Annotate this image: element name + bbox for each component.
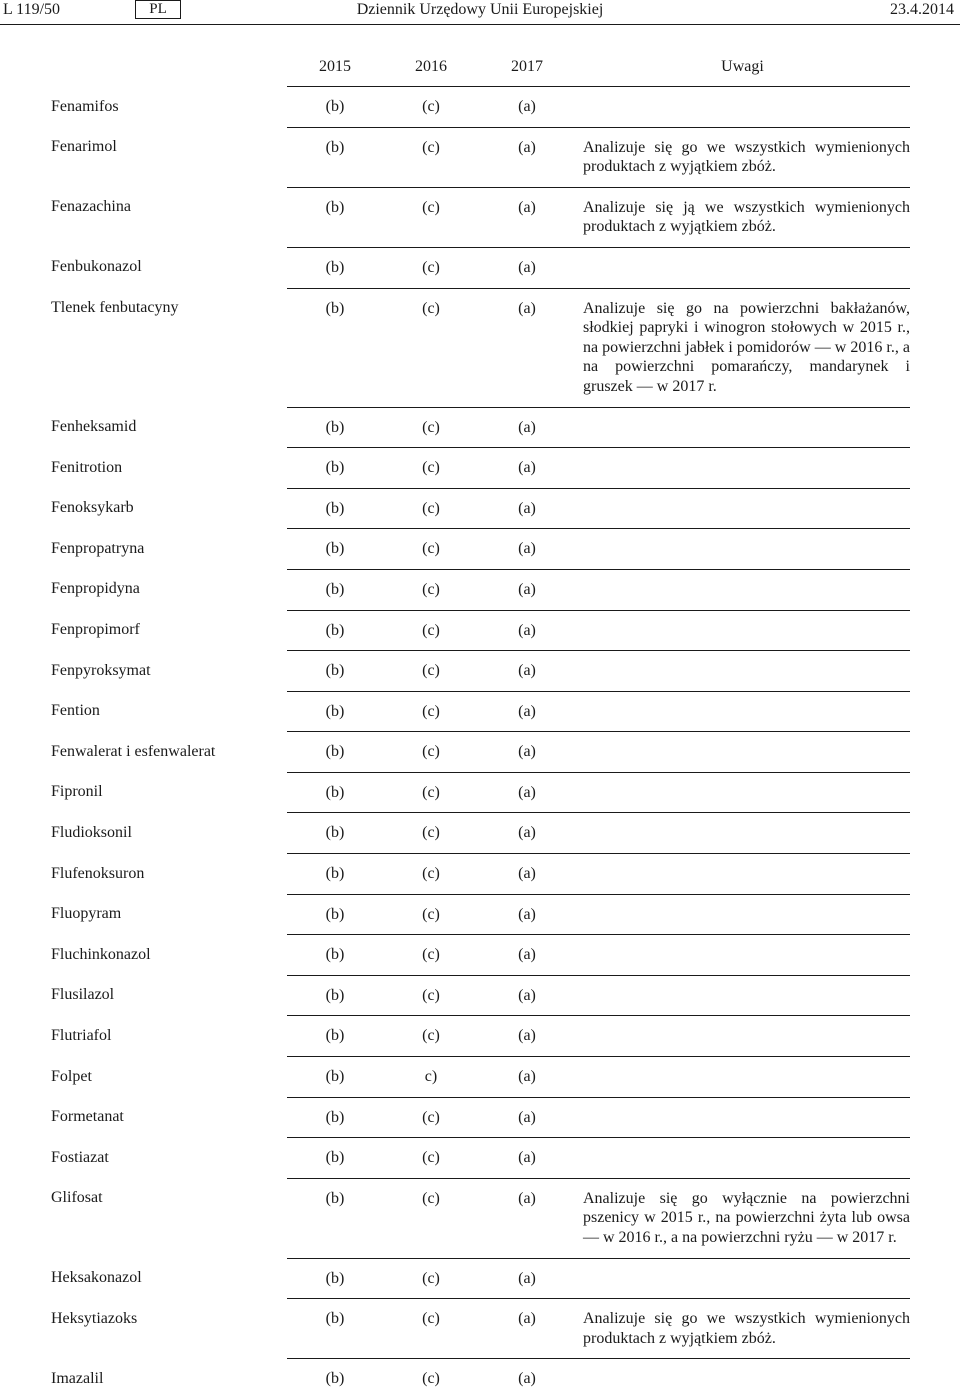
value-2015: (b) [287,1097,383,1138]
value-2016: (c) [383,488,479,529]
page-reference: L 119/50 [3,1,61,18]
value-2016: (c) [383,187,479,247]
value-2016: (c) [383,1097,479,1138]
table-row [42,772,910,813]
notes-cell [575,87,910,128]
value-2017: (a) [479,187,575,247]
value-2016: (c) [383,772,479,813]
value-2015: (b) [287,569,383,610]
value-2017: (a) [479,935,575,976]
value-2015: (b) [287,87,383,128]
substance-name: Flusilazol [51,986,115,1004]
value-2016: (c) [383,1016,479,1057]
notes-cell [575,935,910,976]
substance-name: Heksytiazoks [51,1309,138,1327]
substance-name: Fenitrotion [51,458,123,476]
value-2017: (a) [479,691,575,732]
substance-name: Glifosat [51,1189,103,1207]
value-2017: (a) [479,813,575,854]
table-header-row [42,48,910,87]
value-2015: (b) [287,813,383,854]
substances-table [42,48,910,1399]
substance-name: Fenpropidyna [51,580,140,598]
notes-cell [575,448,910,489]
table-row [42,87,910,128]
value-2016: (c) [383,569,479,610]
notes-cell: Analizuje się ją we wszystkich wymienionych produktach z wyjątkiem zbóż. [575,187,910,247]
value-2017: (a) [479,448,575,489]
value-2017: (a) [479,651,575,692]
language-badge: PL [135,0,181,19]
notes-cell [575,1097,910,1138]
table-row [42,732,910,773]
value-2015: (b) [287,1016,383,1057]
header-rule [0,24,960,25]
substance-name: Fenpropimorf [51,621,140,638]
page-header [0,0,960,22]
value-2015: (b) [287,854,383,895]
substance-name: Fipronil [51,783,103,801]
notes-cell [575,610,910,651]
substance-name: Heksakonazol [51,1269,142,1287]
substance-name: Tlenek fenbutacyny [51,299,179,317]
value-2017: (a) [479,732,575,773]
value-2016: (c) [422,1370,440,1388]
value-2017: (a) [479,1057,575,1098]
value-2017: (a) [479,610,575,651]
table-row [42,488,910,529]
value-2017: (a) [479,569,575,610]
value-2017: (a) [479,288,575,407]
value-2017: (a) [518,1370,536,1388]
table-row [42,1016,910,1057]
value-2016: (c) [383,894,479,935]
notes-cell [575,1138,910,1179]
value-2016: (c) [383,407,479,448]
substance-name: Flutriafol [51,1026,112,1044]
value-2016: (c) [383,87,479,128]
value-2017: (a) [479,87,575,128]
value-2017: (a) [479,854,575,895]
substance-name: Formetanat [51,1108,124,1126]
substance-name: Fention [51,702,100,720]
value-2015: (b) [287,610,383,651]
value-2017: (a) [479,772,575,813]
column-header-2015: 2015 [287,48,383,87]
notes-cell [575,975,910,1016]
value-2016: (c) [383,854,479,895]
notes-cell [575,1359,910,1399]
value-2016: (c) [383,1258,479,1299]
value-2017: (a) [479,407,575,448]
notes-cell [575,407,910,448]
substance-name: Fenbukonazol [51,258,142,276]
value-2015: (b) [287,1178,383,1258]
notes-cell [575,1057,910,1098]
notes-cell [575,1016,910,1057]
table-row [42,187,910,247]
notes-cell [575,247,910,288]
value-2015: (b) [287,894,383,935]
substance-name: Fenazachina [51,198,131,216]
notes-cell [575,529,910,570]
value-2015: (b) [287,691,383,732]
value-2015: (b) [287,1138,383,1179]
substance-name: Fenpropatryna [51,539,145,557]
table-body [42,87,910,1399]
table-row [42,935,910,976]
notes-cell: Analizuje się go wyłącznie na powierzchni pszenicy w 2015 r., na powierzchni żyta lub owsa — w 2016 r., a na powierzchni ryżu — w 2017 r. [575,1178,910,1258]
notes-cell: Analizuje się go we wszystkich wymienionych produktach z wyjątkiem zbóż. [575,127,910,187]
column-header-substance [42,48,287,87]
column-header-2016: 2016 [383,48,479,87]
table-row [42,127,910,187]
table-row [42,1359,910,1399]
substance-name: Flufenoksuron [51,864,145,882]
table-row [42,813,910,854]
notes-cell: Analizuje się go na powierzchni bakłażanów, słodkiej papryki i winogron stołowych w 2015 r., na powierzchni jabłek i pomidorów — w 2016 r., a na powierzchni pomarańczy, mandarynek i gruszek — w 2017 r. [575,288,910,407]
substance-name: Fostiazat [51,1148,109,1166]
value-2015: (b) [287,488,383,529]
value-2016: c) [383,1057,479,1098]
table-row [42,691,910,732]
value-2017: (a) [479,127,575,187]
notes-cell [575,813,910,854]
substance-name: Fluopyram [51,905,122,923]
value-2015: (b) [287,127,383,187]
table-row [42,1178,910,1258]
notes-cell: Analizuje się go we wszystkich wymienionych produktach z wyjątkiem zbóż. [575,1299,910,1359]
value-2016: (c) [383,1299,479,1359]
substance-name: Fenarimol [51,138,117,156]
table-row [42,407,910,448]
value-2015: (b) [287,772,383,813]
value-2015: (b) [287,1258,383,1299]
journal-title: Dziennik Urzędowy Unii Europejskiej [356,1,604,18]
value-2016: (c) [383,1138,479,1179]
substance-name: Fluchinkonazol [51,945,151,963]
value-2016: (c) [383,732,479,773]
notes-cell [575,651,910,692]
substance-name: Fludioksonil [51,823,132,841]
substance-name: Fenpyroksymat [51,661,151,679]
table-row [42,975,910,1016]
table-row [42,854,910,895]
substance-name: Folpet [51,1067,92,1085]
notes-cell [575,854,910,895]
value-2016: (c) [383,127,479,187]
table-row [42,1258,910,1299]
table-row [42,1097,910,1138]
substance-name: Fenwalerat i esfenwalerat [51,742,216,760]
notes-cell [575,691,910,732]
substance-name: Fenamifos [51,97,119,115]
value-2017: (a) [479,1016,575,1057]
table-row [42,651,910,692]
table-row [42,1299,910,1359]
table-row [42,1057,910,1098]
value-2015: (b) [287,1057,383,1098]
table-row [42,247,910,288]
value-2015: (b) [287,732,383,773]
notes-cell [575,569,910,610]
table-row [42,1138,910,1179]
value-2016: (c) [383,1178,479,1258]
value-2015: (b) [287,288,383,407]
column-header-notes: Uwagi [575,48,910,87]
value-2017: (a) [479,1299,575,1359]
value-2015: (b) [287,529,383,570]
value-2017: (a) [479,247,575,288]
value-2017: (a) [479,1178,575,1258]
table-row [42,894,910,935]
value-2017: (a) [479,1258,575,1299]
value-2015: (b) [287,975,383,1016]
value-2016: (c) [383,813,479,854]
notes-cell [575,894,910,935]
notes-cell [575,772,910,813]
table-row [42,529,910,570]
value-2016: (c) [383,691,479,732]
value-2015: (b) [325,1370,345,1388]
value-2015: (b) [287,1299,383,1359]
value-2015: (b) [287,247,383,288]
value-2017: (a) [479,529,575,570]
table-row [42,448,910,489]
value-2017: (a) [479,1097,575,1138]
table-row [42,569,910,610]
value-2016: (c) [383,610,479,651]
value-2016: (c) [383,448,479,489]
value-2016: (c) [383,651,479,692]
value-2015: (b) [287,407,383,448]
notes-cell [575,488,910,529]
value-2015: (b) [287,448,383,489]
publication-date: 23.4.2014 [890,1,954,18]
value-2017: (a) [479,975,575,1016]
value-2016: (c) [383,935,479,976]
value-2015: (b) [287,651,383,692]
value-2016: (c) [383,247,479,288]
substance-name: Imazalil [51,1369,104,1387]
column-header-2017: 2017 [479,48,575,87]
table-row [42,610,910,651]
substance-name: Fenheksamid [51,418,137,436]
value-2016: (c) [383,975,479,1016]
value-2015: (b) [287,187,383,247]
value-2015: (b) [287,935,383,976]
notes-cell [575,732,910,773]
value-2016: (c) [383,529,479,570]
substance-name: Fenoksykarb [51,499,134,517]
value-2016: (c) [383,288,479,407]
value-2017: (a) [479,488,575,529]
value-2017: (a) [479,1138,575,1179]
value-2017: (a) [479,894,575,935]
table-row [42,288,910,407]
notes-cell [575,1258,910,1299]
